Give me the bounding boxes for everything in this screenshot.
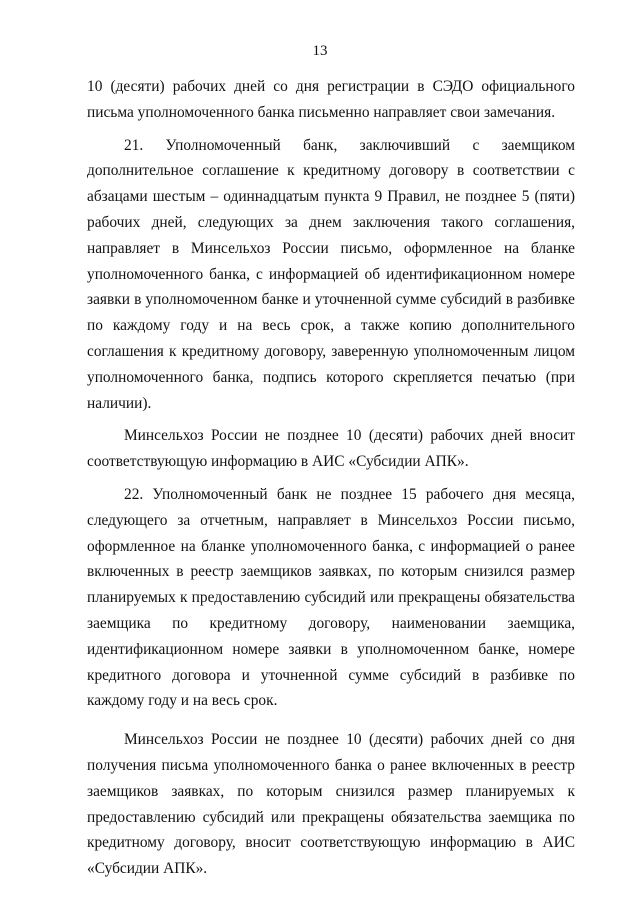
paragraph-22: 22. Уполномоченный банк не позднее 15 рабочего дня месяца, следующего за отчетным, направляет в Минсельхоз России письмо, оформленное на бланке уполномоченного банка, с информацией о ранее включенных в реестр заемщиков заявках, по которым снизился размер планируемых к предоставлению субсидий или прекращены обязательства заемщика по кредитному договору, наименовании заемщика, идентификационном номере заявки в уполномоченном банке, номере кредитного договора и уточненной сумме субсидий в разбивке по каждому году и на весь срок. xyxy=(87,485,575,710)
paragraph-continuation: 10 (десяти) рабочих дней со дня регистрации в СЭДО официального письма уполномоченного банка письменно направляет свои замечания. xyxy=(87,78,575,121)
paragraph-21: 21. Уполномоченный банк, заключивший с заемщиком дополнительное соглашение к кредитному договору в соответствии с абзацами шестым – одиннадцатым пункта 9 Правил, не позднее 5 (пяти) рабочих дней, следующих за днем заключения такого соглашения, направляет в Минсельхоз России письмо, оформленное на бланке уполномоченного банка, с информацией об идентификационном номере заявки в уполномоченном банке и уточненной сумме субсидий в разбивке по каждому году и на весь срок, а также копию дополнительного соглашения к кредитному договору, заверенную уполномоченным лицом уполномоченного банка, подпись которого скрепляется печатью (при наличии). xyxy=(87,136,575,412)
page-number: 13 xyxy=(312,43,328,59)
paragraph-22-followup: Минсельхоз России не позднее 10 (десяти) рабочих дней со дня получения письма уполномоченного банка о ранее включенных в реестр заемщиков заявках, по которым снизился размер планируемых к предоставлению субсидий или прекращены обязательства заемщика по кредитному договору, вносит соответствующую информацию в АИС «Субсидии АПК». xyxy=(87,731,575,878)
paragraph-21-followup: Минсельхоз России не позднее 10 (десяти) рабочих дней вносит соответствующую информацию в АИС «Субсидии АПК». xyxy=(87,427,575,471)
document-body xyxy=(87,74,575,882)
